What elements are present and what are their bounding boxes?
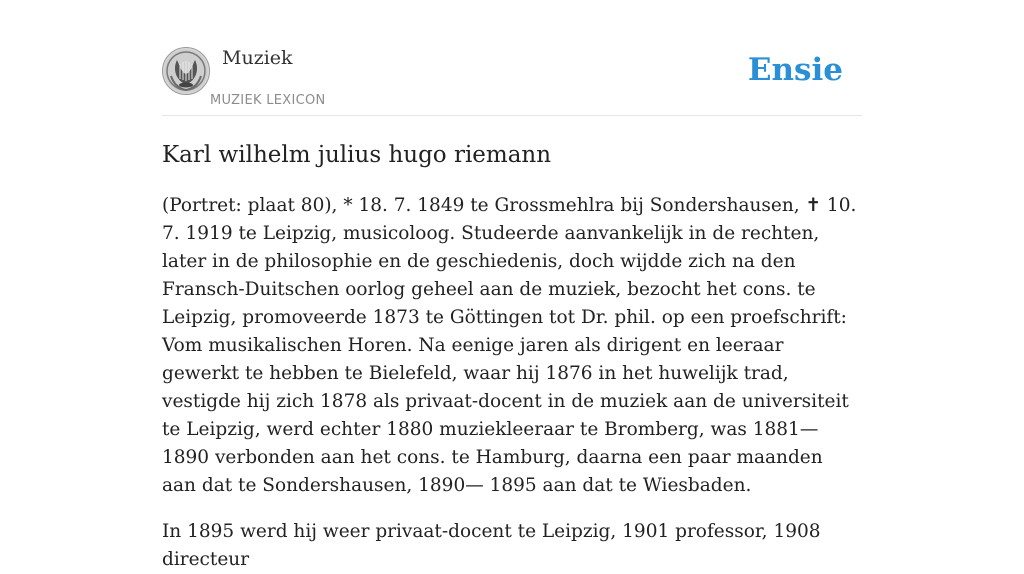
article-paragraph: In 1895 werd hij weer privaat-docent te Leipzig, 1901 professor, 1908 directeur: [162, 521, 821, 570]
site-subtitle-link[interactable]: MUZIEK LEXICON: [210, 93, 326, 108]
article-paragraph: (Portret: plaat 80), * 18. 7. 1849 te Grossmehlra bij Sondershausen, ✝ 10. 7. 1919 te Leipzig, musicoloog. Studeerde aanvankelijk in de rechten, later in de philosophie en de geschiedenis, doch wijdde zich na den Fransch-Duitschen oorlog geheel aan de muziek, bezocht het cons. te Leipzig, promoveerde 1873 te Göttingen tot Dr. phil. op een proefschrift: Vom musikalischen Horen. Na eenige jaren als dirigent en leeraar gewerkt te hebben te Bielefeld, waar hij 1876 in het huwelijk trad, vestigde hij zich 1878 als privaat-docent in de muziek aan de universiteit te Leipzig, werd echter 1880 muziekleeraar te Bromberg, was 1881—1890 verbonden aan het cons. te Hamburg, daarna een paar maanden aan dat te Sondershausen, 1890— 1895 aan dat te Wiesbaden.: [162, 195, 857, 496]
site-name-link[interactable]: Muziek: [222, 47, 293, 69]
brand-logo-link[interactable]: Ensie: [747, 52, 843, 88]
article-title: Karl wilhelm julius hugo riemann: [162, 142, 552, 168]
article: [162, 137, 862, 574]
lyre-emblem-icon[interactable]: [162, 47, 210, 95]
site-header: [162, 0, 862, 116]
